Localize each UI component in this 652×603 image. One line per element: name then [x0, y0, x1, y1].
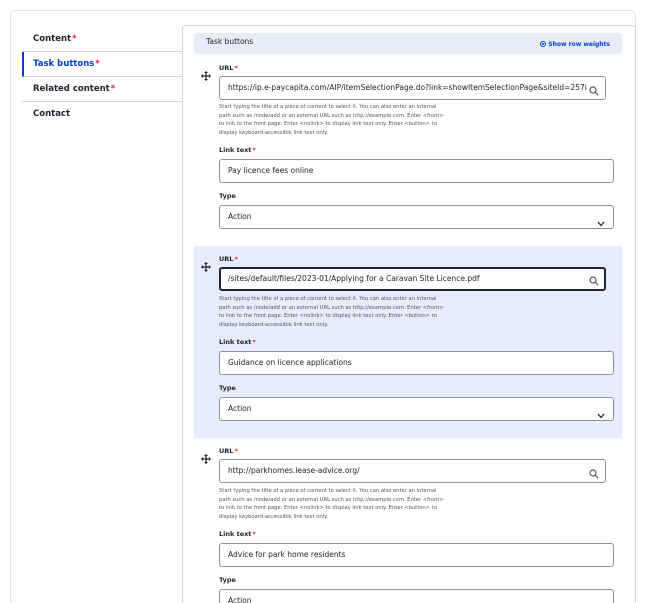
chevron-down-icon — [597, 214, 605, 236]
required-marker: * — [110, 84, 116, 94]
tab-contact[interactable] — [22, 102, 182, 127]
tab-content[interactable] — [22, 27, 182, 52]
search-icon — [589, 466, 599, 483]
weights-toggle-icon — [540, 41, 546, 47]
url-help-text — [219, 103, 479, 137]
help-line: Start typing the title of a piece of content to select it. You can also enter an internal — [219, 488, 437, 494]
search-icon — [589, 274, 599, 291]
required-marker: * — [72, 34, 77, 44]
help-line: Start typing the title of a piece of content to select it. You can also enter an internal — [219, 296, 437, 302]
link-text-label-text: Link text — [219, 530, 252, 538]
type-select[interactable] — [219, 205, 614, 229]
url-value: /sites/default/files/2023-01/Applying for a Caravan Site Licence.pdf — [228, 274, 480, 283]
help-line: to link to the front page. Enter <nolink> to display link text only. Enter <button> to — [219, 121, 437, 127]
search-icon — [589, 83, 599, 100]
move-arrows-icon[interactable] — [201, 262, 211, 272]
help-line: to link to the front page. Enter <nolink> to display link text only. Enter <button> to — [219, 313, 437, 319]
tab-label: Related content — [33, 84, 110, 94]
show-row-weights-button[interactable] — [540, 41, 610, 48]
url-label-text: URL — [219, 64, 234, 72]
url-input[interactable] — [219, 76, 606, 100]
url-label — [219, 255, 238, 263]
url-label — [219, 64, 238, 72]
type-label: Type — [219, 384, 236, 392]
type-value: Action — [228, 596, 252, 603]
help-line: display keyboard-accessible link text only. — [219, 321, 329, 328]
link-text-input[interactable] — [219, 543, 614, 567]
url-label — [219, 447, 238, 455]
url-label-text: URL — [219, 447, 234, 455]
required-marker: * — [234, 255, 238, 263]
tab-label: Contact — [33, 109, 71, 119]
type-value: Action — [228, 212, 252, 221]
tab-related-content[interactable] — [22, 77, 182, 102]
required-marker: * — [252, 338, 256, 346]
link-text-label-text: Link text — [219, 338, 252, 346]
url-value: https://ip.e-paycapita.com/AIP/itemSelectionPage.do?link=showItemSelectionPage&siteId=257i — [228, 83, 587, 92]
help-line: path such as /node/add or an external URL such as http://example.com. Enter <front> — [219, 112, 444, 119]
help-line: display keyboard-accessible link text only. — [219, 129, 329, 136]
required-marker: * — [234, 447, 238, 455]
tab-label: Task buttons — [33, 59, 95, 69]
link-text-label — [219, 338, 256, 346]
table-row — [194, 246, 622, 438]
help-line: to link to the front page. Enter <nolink> to display link text only. Enter <button> to — [219, 505, 437, 511]
help-line: Start typing the title of a piece of content to select it. You can also enter an internal — [219, 104, 437, 110]
link-text-value: Pay licence fees online — [228, 166, 314, 175]
url-label-text: URL — [219, 255, 234, 263]
link-text-input[interactable] — [219, 351, 614, 375]
required-marker: * — [95, 59, 100, 69]
required-marker: * — [252, 530, 256, 538]
show-row-weights-label: Show row weights — [548, 41, 610, 48]
help-line: display keyboard-accessible link text only. — [219, 513, 329, 520]
type-label: Type — [219, 576, 236, 584]
type-select[interactable] — [219, 589, 614, 603]
table-row — [194, 438, 622, 603]
type-value: Action — [228, 404, 252, 413]
chevron-down-icon — [597, 598, 605, 603]
help-line: path such as /node/add or an external URL such as http://example.com. Enter <front> — [219, 304, 444, 311]
link-text-input[interactable] — [219, 159, 614, 183]
help-line: path such as /node/add or an external URL such as http://example.com. Enter <front> — [219, 496, 444, 503]
link-text-label — [219, 530, 256, 538]
link-text-value: Guidance on licence applications — [228, 358, 352, 367]
url-input[interactable] — [219, 459, 606, 483]
link-text-value: Advice for park home residents — [228, 550, 346, 559]
table-header — [194, 33, 622, 54]
tab-task-buttons[interactable] — [22, 52, 182, 77]
link-text-label-text: Link text — [219, 146, 252, 154]
required-marker: * — [234, 64, 238, 72]
url-help-text — [219, 487, 479, 521]
required-marker: * — [252, 146, 256, 154]
tab-label: Content — [33, 34, 72, 44]
vertical-tabs — [22, 27, 182, 127]
type-select[interactable] — [219, 397, 614, 421]
url-value: http://parkhomes.lease-advice.org/ — [228, 466, 360, 475]
type-label: Type — [219, 192, 236, 200]
link-text-label — [219, 146, 256, 154]
move-arrows-icon[interactable] — [201, 71, 211, 81]
url-help-text — [219, 295, 479, 329]
table-title: Task buttons — [206, 37, 254, 46]
chevron-down-icon — [597, 406, 605, 428]
url-input[interactable] — [219, 267, 606, 291]
move-arrows-icon[interactable] — [201, 454, 211, 464]
table-row — [194, 55, 622, 246]
